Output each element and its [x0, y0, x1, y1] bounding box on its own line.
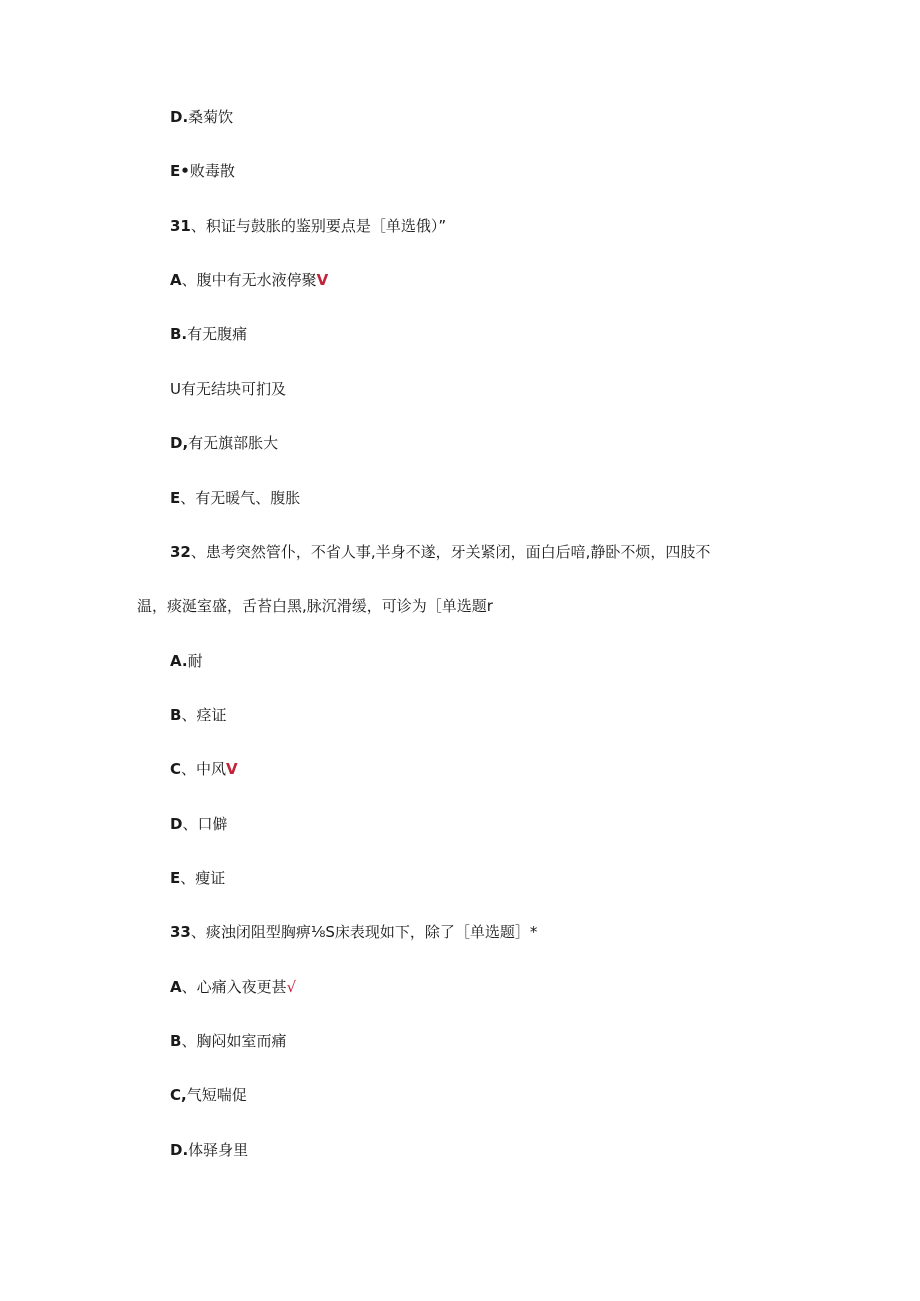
- correct-answer-mark: V: [226, 760, 238, 778]
- question-number: 32: [170, 543, 191, 561]
- option-text: 、有无暖气、腹胀: [180, 489, 301, 507]
- option-b-q32: [170, 705, 226, 725]
- question-number: 33: [170, 923, 191, 941]
- option-label: D.: [170, 1141, 189, 1159]
- option-label: C,: [170, 1086, 187, 1104]
- option-e-q32: [170, 868, 225, 888]
- option-label: A: [170, 978, 182, 996]
- question-32-continued: [137, 596, 493, 616]
- option-label: E: [170, 489, 181, 507]
- option-label: B: [170, 1032, 182, 1050]
- question-33: [170, 922, 537, 942]
- option-label: C: [170, 760, 182, 778]
- option-text: 、胸闷如室而痛: [181, 1032, 287, 1050]
- correct-answer-mark: V: [316, 271, 329, 289]
- option-d-q32: [170, 814, 227, 834]
- option-label: A: [170, 271, 182, 289]
- option-label: D.: [170, 108, 189, 126]
- option-label: D: [170, 815, 183, 833]
- option-text: 、痉证: [181, 706, 227, 724]
- option-d-q33: [170, 1140, 248, 1160]
- option-label: D,: [170, 434, 189, 452]
- option-a-q31: [170, 270, 328, 290]
- option-e-q30: [170, 161, 235, 181]
- option-text: 体驿身里: [188, 1141, 249, 1159]
- question-text: 、痰浊闭阻型胸痹⅛S床表现如下，除了［单选题］*: [190, 923, 538, 941]
- question-text: 、患考突然管仆，不省人事,半身不遂，牙关紧闭，面白后喑,静卧不烦，四肢不: [190, 543, 711, 561]
- option-text: 、中风: [181, 760, 227, 778]
- option-text: 有无旗部胀大: [188, 434, 279, 452]
- option-text: 、瘦证: [180, 869, 226, 887]
- option-text: 、口僻: [182, 815, 228, 833]
- option-text: U有无结块可扪及: [170, 380, 286, 398]
- option-b-q33: [170, 1031, 286, 1051]
- option-b-q31: [170, 324, 247, 344]
- question-text: 、积证与鼓胀的鉴别要点是［单选俄）”: [190, 217, 447, 235]
- option-text: 、心痛入夜更甚: [181, 978, 287, 996]
- option-d-q31: [170, 433, 278, 453]
- option-c-q32: [170, 759, 238, 779]
- option-label: A.: [170, 652, 188, 670]
- option-label: B.: [170, 325, 188, 343]
- option-e-q31: [170, 488, 300, 508]
- option-a-q32: [170, 651, 203, 671]
- option-a-q33: [170, 977, 296, 997]
- option-text: 败毒散: [189, 162, 235, 180]
- question-number: 31: [170, 217, 191, 235]
- option-text: 桑菊饮: [188, 108, 234, 126]
- question-32: [170, 542, 710, 562]
- option-text: 有无腹痛: [187, 325, 248, 343]
- option-label: E: [170, 869, 181, 887]
- option-text: 耐: [187, 652, 203, 670]
- option-text: 气短喘促: [186, 1086, 247, 1104]
- question-31: [170, 216, 446, 236]
- correct-answer-mark: √: [286, 978, 297, 996]
- option-c-q31: [170, 379, 286, 399]
- option-label: B: [170, 706, 182, 724]
- option-c-q33: [170, 1085, 247, 1105]
- option-d-q30: [170, 107, 233, 127]
- question-text: 温，痰涎室盛，舌苔白黑,脉沉滑缓，可诊为［单选题r: [137, 597, 493, 615]
- option-label: E•: [170, 162, 190, 180]
- option-text: 、腹中有无水液停聚: [181, 271, 317, 289]
